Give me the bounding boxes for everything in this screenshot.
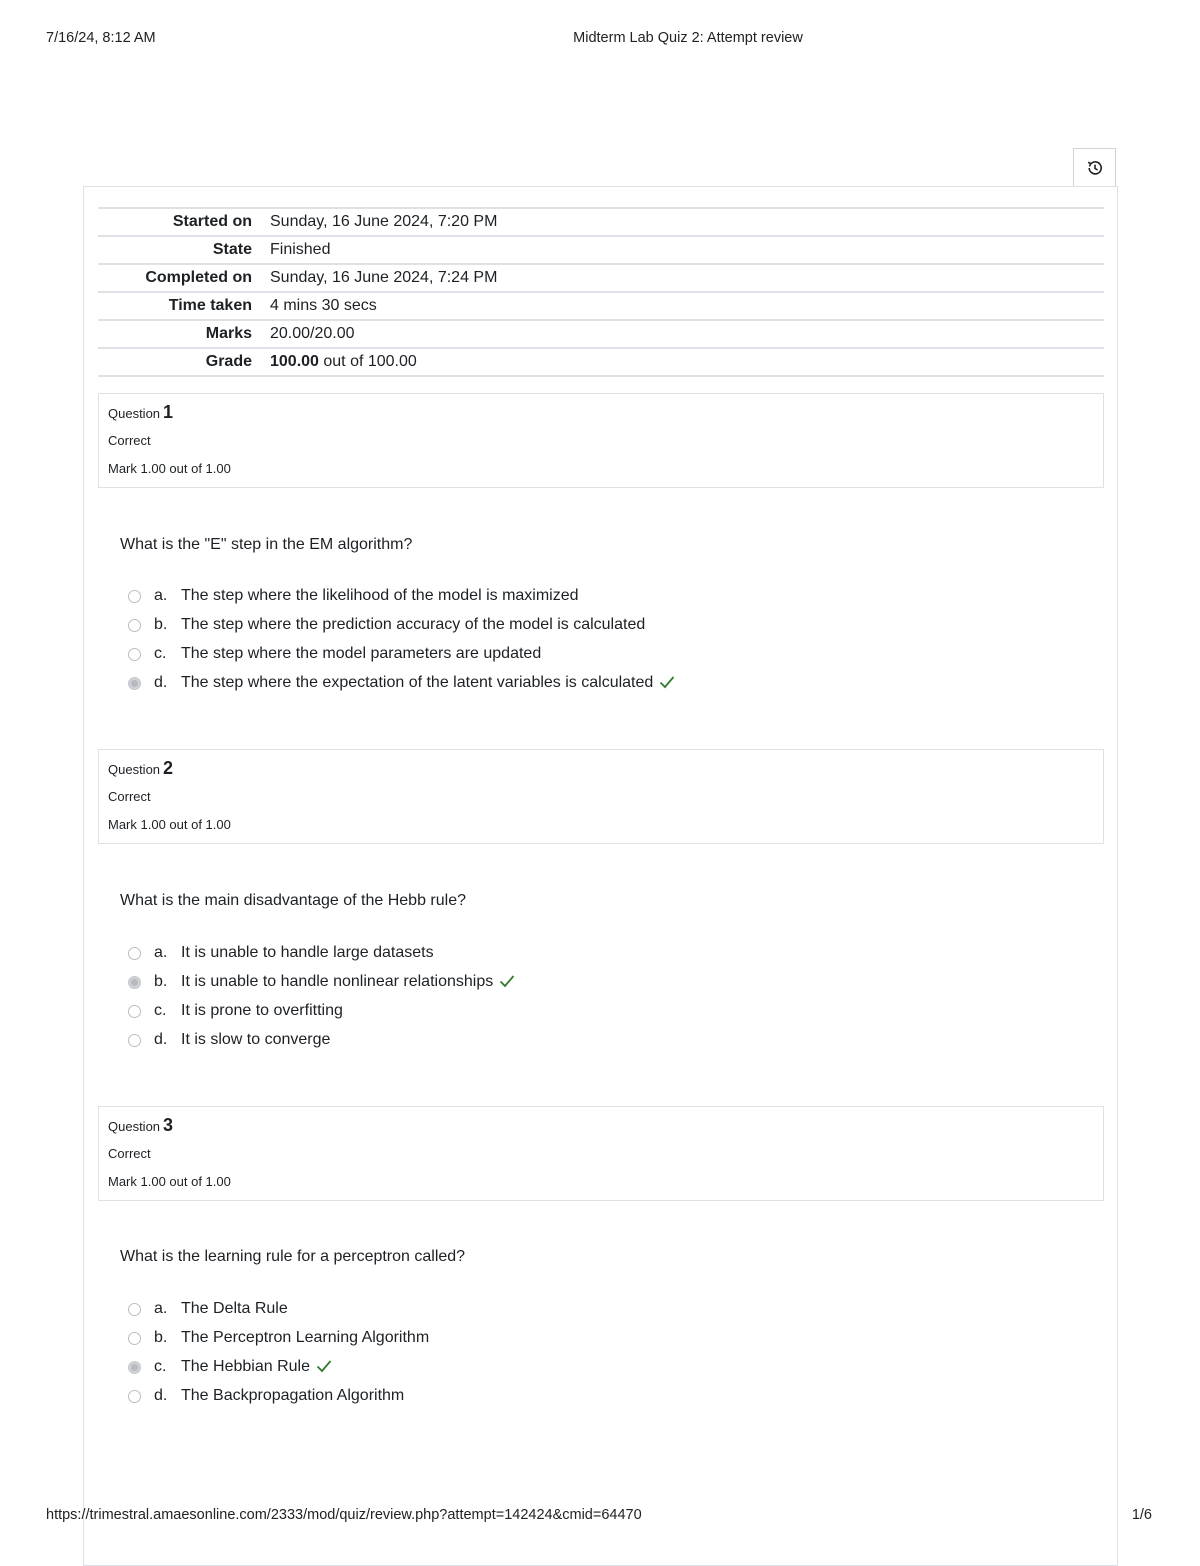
question-number-value: 3: [163, 1115, 174, 1135]
question-text: What is the main disadvantage of the Hebb rule?: [120, 892, 466, 909]
answer-radio[interactable]: [128, 648, 141, 661]
check-icon: [659, 675, 675, 689]
question-label: Question: [108, 762, 161, 777]
answer-text: The Hebbian Rule: [181, 1358, 310, 1375]
question-state: Correct: [108, 1146, 151, 1161]
question-label: Question: [108, 1119, 161, 1134]
answer-text: The step where the prediction accuracy of the model is calculated: [181, 616, 646, 633]
answer-text: The Delta Rule: [181, 1300, 288, 1317]
question-info-1: [98, 393, 1104, 488]
attempt-review-card: [83, 186, 1118, 1566]
summary-label: Grade: [205, 353, 252, 370]
question-mark: Mark 1.00 out of 1.00: [108, 1174, 231, 1189]
question-mark: Mark 1.00 out of 1.00: [108, 817, 231, 832]
summary-label: State: [212, 241, 252, 258]
answer-text: It is unable to handle large datasets: [181, 944, 434, 961]
summary-value: [270, 353, 417, 371]
summary-row-completed: [98, 265, 1104, 293]
answer-letter: c.: [154, 645, 167, 662]
answer-radio[interactable]: [128, 1303, 141, 1316]
question-number: [108, 402, 173, 423]
answer-letter: d.: [154, 1031, 168, 1048]
question-number: [108, 1115, 173, 1136]
summary-row-state: [98, 237, 1104, 265]
answer-radio-checked[interactable]: [128, 1361, 141, 1374]
answer-letter: c.: [154, 1002, 167, 1019]
answer-radio[interactable]: [128, 590, 141, 603]
print-date: 7/16/24, 8:12 AM: [46, 30, 156, 46]
question-state: Correct: [108, 789, 151, 804]
answer-radio[interactable]: [128, 1332, 141, 1345]
question-number: [108, 758, 173, 779]
print-title: Midterm Lab Quiz 2: Attempt review: [573, 30, 803, 46]
summary-value: Finished: [270, 241, 331, 258]
print-page-number: 1/6: [1131, 1507, 1152, 1523]
check-icon: [316, 1359, 332, 1373]
answer-text: The step where the model parameters are updated: [181, 645, 542, 662]
history-button[interactable]: [1073, 148, 1116, 186]
answer-radio[interactable]: [128, 1390, 141, 1403]
answer-text: The Perceptron Learning Algorithm: [181, 1329, 430, 1346]
answer-text: The step where the likelihood of the model is maximized: [181, 587, 579, 604]
question-number-value: 1: [163, 402, 174, 422]
answer-letter: a.: [154, 1300, 168, 1317]
answer-text: It is unable to handle nonlinear relationships: [181, 973, 494, 990]
summary-row-started: [98, 209, 1104, 237]
print-footer: [46, 1507, 1152, 1525]
question-label: Question: [108, 406, 161, 421]
summary-label: Completed on: [145, 269, 252, 286]
print-url: https://trimestral.amaesonline.com/2333/mod/quiz/review.php?attempt=142424&cmid=64470: [46, 1507, 642, 1523]
summary-row-time-taken: [98, 293, 1104, 321]
question-info-2: [98, 749, 1104, 844]
answer-text: The Backpropagation Algorithm: [181, 1387, 405, 1404]
answer-radio[interactable]: [128, 1005, 141, 1018]
summary-label: Started on: [172, 213, 252, 230]
answer-text: The step where the expectation of the latent variables is calculated: [181, 674, 654, 691]
question-state: Correct: [108, 433, 151, 448]
answer-radio-checked[interactable]: [128, 976, 141, 989]
answer-radio-checked[interactable]: [128, 677, 141, 690]
answer-letter: b.: [154, 973, 168, 990]
question-text: What is the "E" step in the EM algorithm?: [120, 536, 413, 553]
answer-letter: c.: [154, 1358, 167, 1375]
summary-label: Marks: [205, 325, 252, 342]
grade-value: 100.00: [270, 353, 319, 370]
summary-label: Time taken: [168, 297, 252, 314]
attempt-summary-table: [98, 207, 1104, 377]
summary-value: 20.00/20.00: [270, 325, 355, 342]
print-header: [46, 30, 1152, 48]
summary-row-marks: [98, 321, 1104, 349]
answer-radio[interactable]: [128, 947, 141, 960]
answer-letter: b.: [154, 1329, 168, 1346]
grade-suffix: out of 100.00: [318, 353, 417, 370]
answer-text: It is prone to overfitting: [181, 1002, 343, 1019]
question-mark: Mark 1.00 out of 1.00: [108, 461, 231, 476]
answer-letter: b.: [154, 616, 168, 633]
summary-value: Sunday, 16 June 2024, 7:24 PM: [270, 269, 498, 286]
summary-value: Sunday, 16 June 2024, 7:20 PM: [270, 213, 498, 230]
answer-letter: d.: [154, 674, 168, 691]
question-number-value: 2: [163, 758, 174, 778]
history-icon: [1086, 159, 1104, 177]
answer-letter: a.: [154, 587, 168, 604]
answer-text: It is slow to converge: [181, 1031, 331, 1048]
answer-letter: d.: [154, 1387, 168, 1404]
summary-row-grade: [98, 349, 1104, 377]
check-icon: [499, 974, 515, 988]
answer-letter: a.: [154, 944, 168, 961]
answer-radio[interactable]: [128, 619, 141, 632]
question-info-3: [98, 1106, 1104, 1201]
summary-value: 4 mins 30 secs: [270, 297, 377, 314]
question-text: What is the learning rule for a perceptron called?: [120, 1248, 466, 1265]
answer-radio[interactable]: [128, 1034, 141, 1047]
